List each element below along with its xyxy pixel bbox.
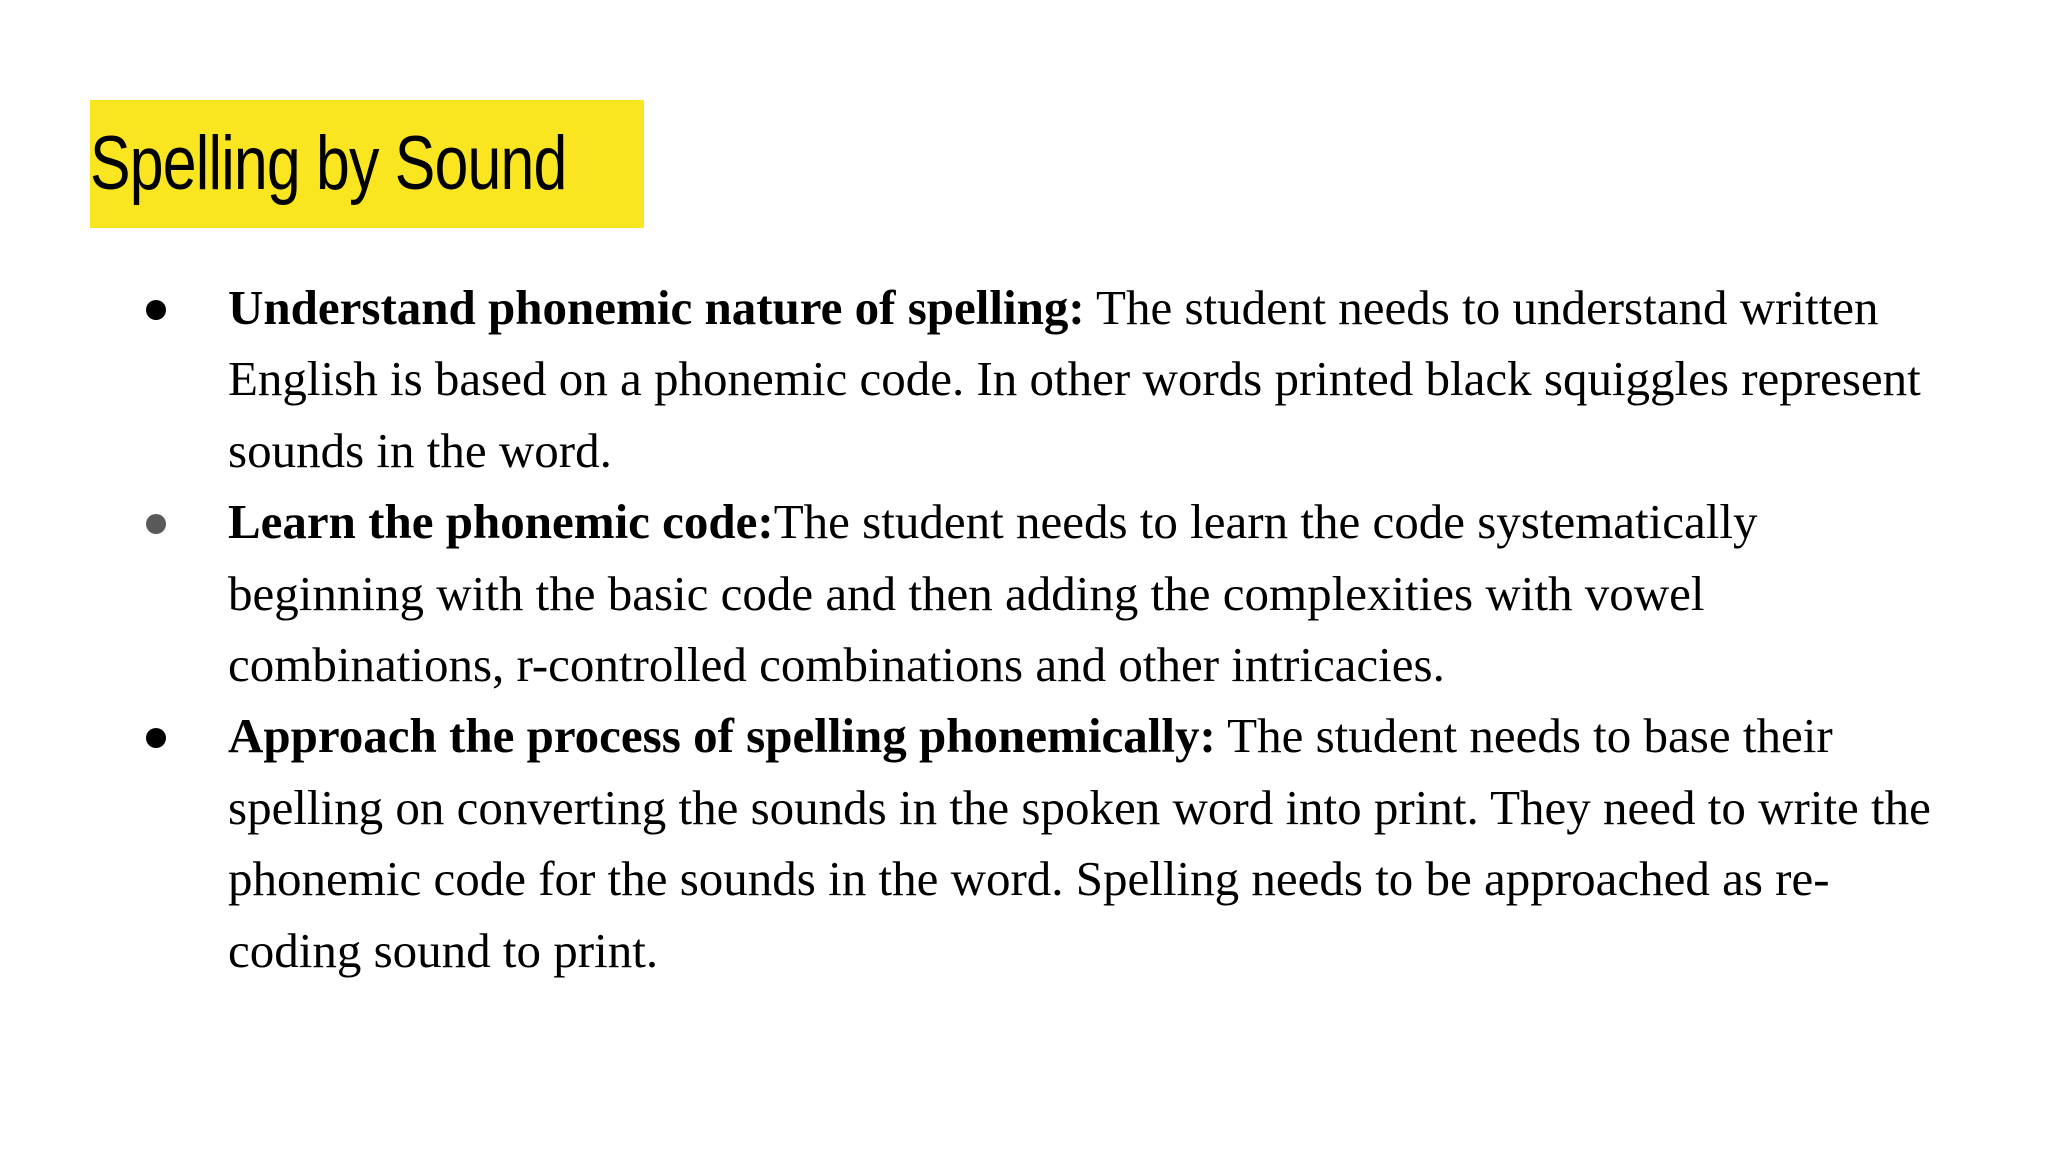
bullet-lead: Approach the process of spelling phonemically: [228,708,1216,764]
bullet-lead: Understand phonemic nature of spelling: [228,280,1085,335]
bullet-list [130,272,1960,986]
bullet-text: The student needs to understand written English is based on a phonemic code. In other words printed black squiggles represent sounds in the word. [228,280,1921,478]
title-highlight [90,100,644,228]
bullet-item [130,272,1960,486]
bullet-dot-icon [146,300,166,320]
bullet-text: The student needs to base their spelling on converting the sounds in the spoken word into print. They need to write the phonemic code for the sounds in the word. Spelling needs to be approached as re-coding sound to print. [228,708,1931,978]
bullet-dot-icon [146,728,166,748]
bullet-item [130,700,1960,986]
slide-title: Spelling by Sound [90,121,567,206]
bullet-text: The student needs to learn the code systematically beginning with the basic code and then adding the complexities with vowel combinations, r-controlled combinations and other intricacies. [228,494,1758,693]
bullet-item [130,486,1960,700]
bullet-dot-icon [146,514,166,534]
bullet-lead: Learn the phonemic code: [228,494,774,550]
